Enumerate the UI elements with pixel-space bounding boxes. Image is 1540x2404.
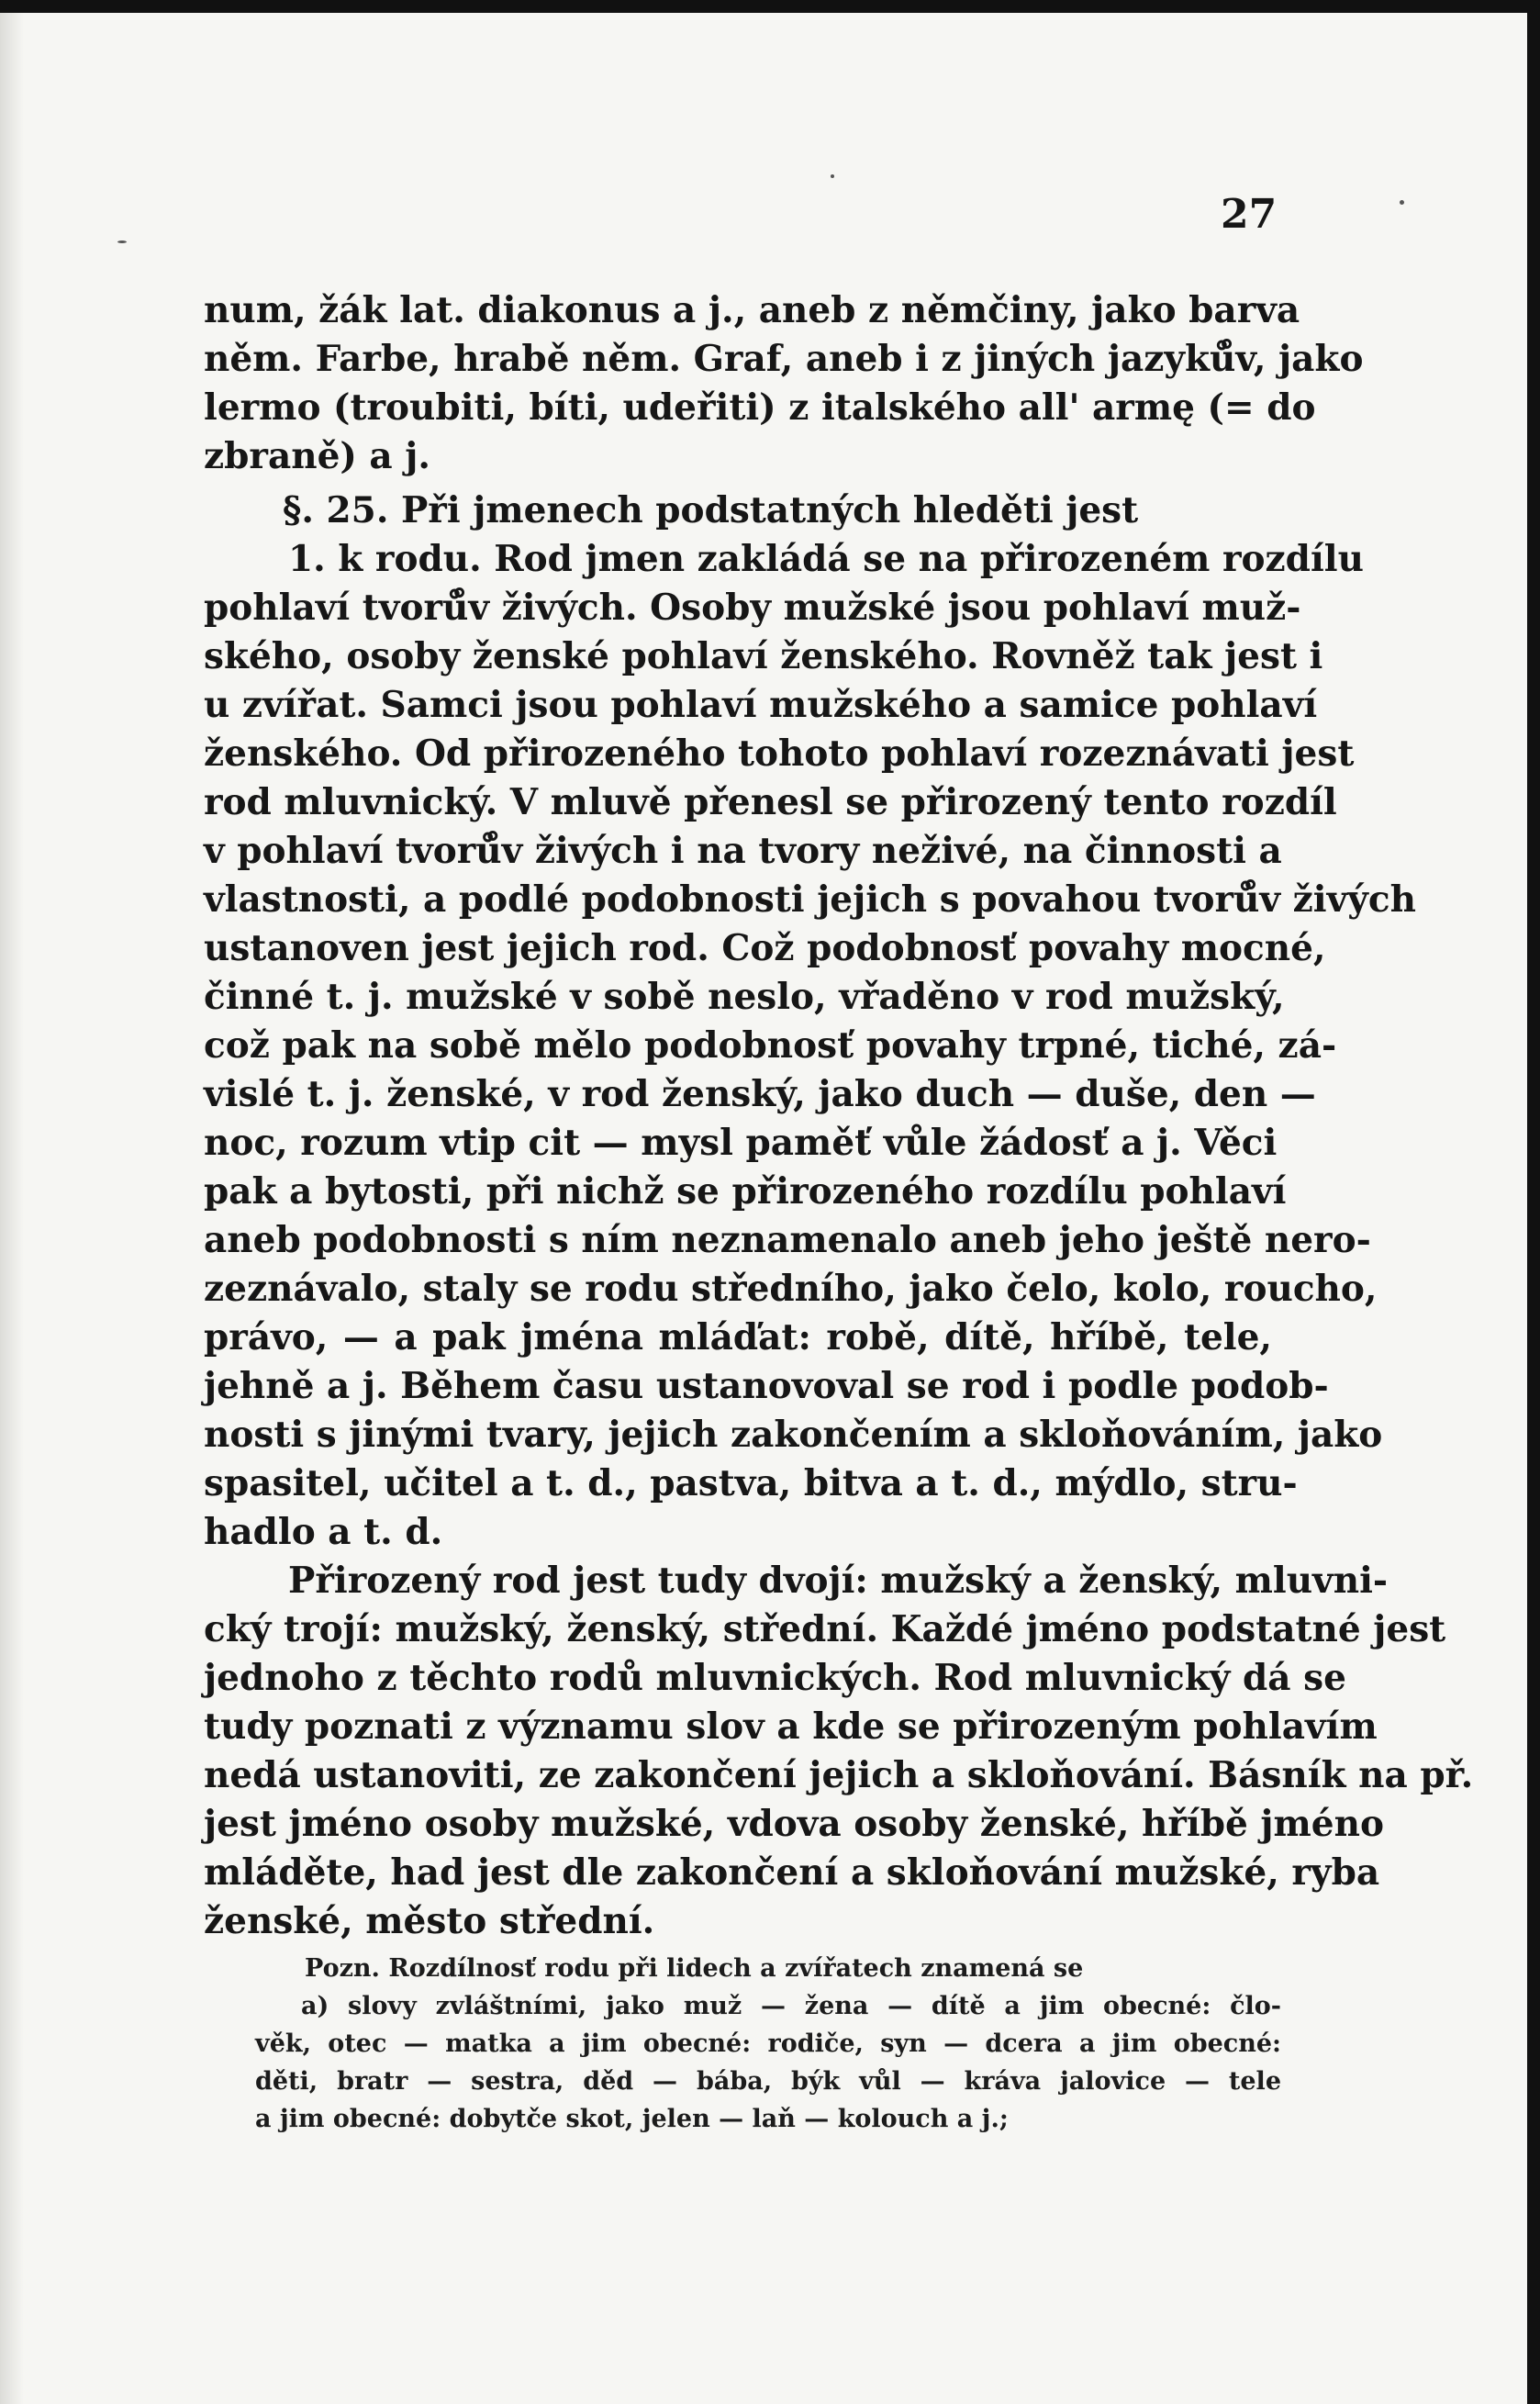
text-line: vislé t. j. ženské, v rod ženský, jako duch — duše, den — [204,1073,1316,1115]
text-line: cký trojí: mužský, ženský, střední. Každé jméno podstatné jest [204,1608,1446,1650]
note-line: Pozn. Rozdílnosť rodu při lidech a zvířatech znamená se [305,1954,1084,1983]
section-heading: §. 25. Při jmenech podstatných hleděti jest [283,489,1139,531]
text-line: tudy poznati z významu slov a kde se přirozeným pohlavím [204,1705,1378,1748]
text-line: spasitel, učitel a t. d., pastva, bitva a t. d., mýdlo, stru- [204,1462,1298,1504]
text-line: lermo (troubiti, bíti, udeřiti) z italského all' armę (= do [204,386,1316,429]
text-line: hadlo a t. d. [204,1511,443,1553]
text-line: něm. Farbe, hrabě něm. Graf, aneb i z jiných jazyků̊v, jako [204,338,1364,380]
text-line: činné t. j. mužské v sobě neslo, vřaděno v rod mužský, [204,976,1285,1018]
text-line: ženské, město střední. [204,1900,655,1942]
text-line: 1. k rodu. Rod jmen zakládá se na přirozeném rozdílu [288,538,1364,580]
note-line: a) slovy zvláštními, jako muž — žena — dítě a jim obecné: člo- [301,1992,1281,2020]
text-line: noc, rozum vtip cit — mysl paměť vůle žádosť a j. Věci [204,1122,1278,1164]
text-line: rod mluvnický. V mluvě přenesl se přirozený tento rozdíl [204,781,1337,823]
text-line: ženského. Od přirozeného tohoto pohlaví rozeznávati jest [204,732,1355,775]
text-line: Přirozený rod jest tudy dvojí: mužský a ženský, mluvni- [288,1560,1389,1602]
footnote [255,1950,1281,2138]
text-line: což pak na sobě mělo podobnosť povahy trpné, tiché, zá- [204,1024,1337,1067]
text-line: pak a bytosti, při nichž se přirozeného rozdílu pohlaví [204,1170,1287,1213]
text-line: v pohlaví tvorů̊v živých i na tvory neživé, na činnosti a [204,830,1282,872]
text-line: právo, — a pak jména mláďat: robě, dítě, hříbě, tele, [204,1316,1272,1359]
text-line: jednoho z těchto rodů mluvnických. Rod mluvnický dá se [204,1657,1346,1699]
text-line: pohlaví tvorů̊v živých. Osoby mužské jsou pohlaví muž- [204,587,1301,629]
note-line: a jim obecné: dobytče skot, jelen — laň — kolouch a j.; [255,2105,1009,2133]
text-line: aneb podobnosti s ním neznamenalo aneb jeho ještě nero- [204,1219,1371,1261]
text-line: vlastnosti, a podlé podobnosti jejich s povahou tvorů̊v živých [204,878,1416,921]
text-line: zeznávalo, staly se rodu středního, jako čelo, kolo, roucho, [204,1268,1378,1310]
scan-speck [1400,200,1404,205]
text-line: ského, osoby ženské pohlaví ženského. Rovněž tak jest i [204,635,1323,677]
text-line: nosti s jinými tvary, jejich zakončením a skloňováním, jako [204,1414,1383,1456]
note-line: děti, bratr — sestra, děd — bába, býk vůl — kráva jalovice — tele [255,2067,1281,2096]
scan-speck [117,240,127,243]
scan-speck [831,174,834,178]
text-line: ustanoven jest jejich rod. Což podobnosť povahy mocné, [204,927,1326,969]
note-line: věk, otec — matka a jim obecné: rodiče, syn — dcera a jim obecné: [255,2029,1281,2058]
text-line: zbraně) a j. [204,435,430,477]
text-line: jehně a j. Během času ustanovoval se rod i podle podob- [204,1365,1329,1407]
main-text [204,286,1474,1946]
text-line: mláděte, had jest dle zakončení a skloňování mužské, ryba [204,1851,1380,1894]
text-line: u zvířat. Samci jsou pohlaví mužského a samice pohlaví [204,684,1318,726]
page-number: 27 [1221,191,1278,238]
page-edge-shadow [0,0,24,2404]
text-line: nedá ustanoviti, ze zakončení jejich a skloňování. Básník na př. [204,1754,1474,1796]
scan-top-border [0,0,1540,13]
scan-right-border [1527,0,1540,2404]
text-line: num, žák lat. diakonus a j., aneb z němčiny, jako barva [204,289,1300,331]
text-line: jest jméno osoby mužské, vdova osoby ženské, hříbě jméno [204,1803,1384,1845]
